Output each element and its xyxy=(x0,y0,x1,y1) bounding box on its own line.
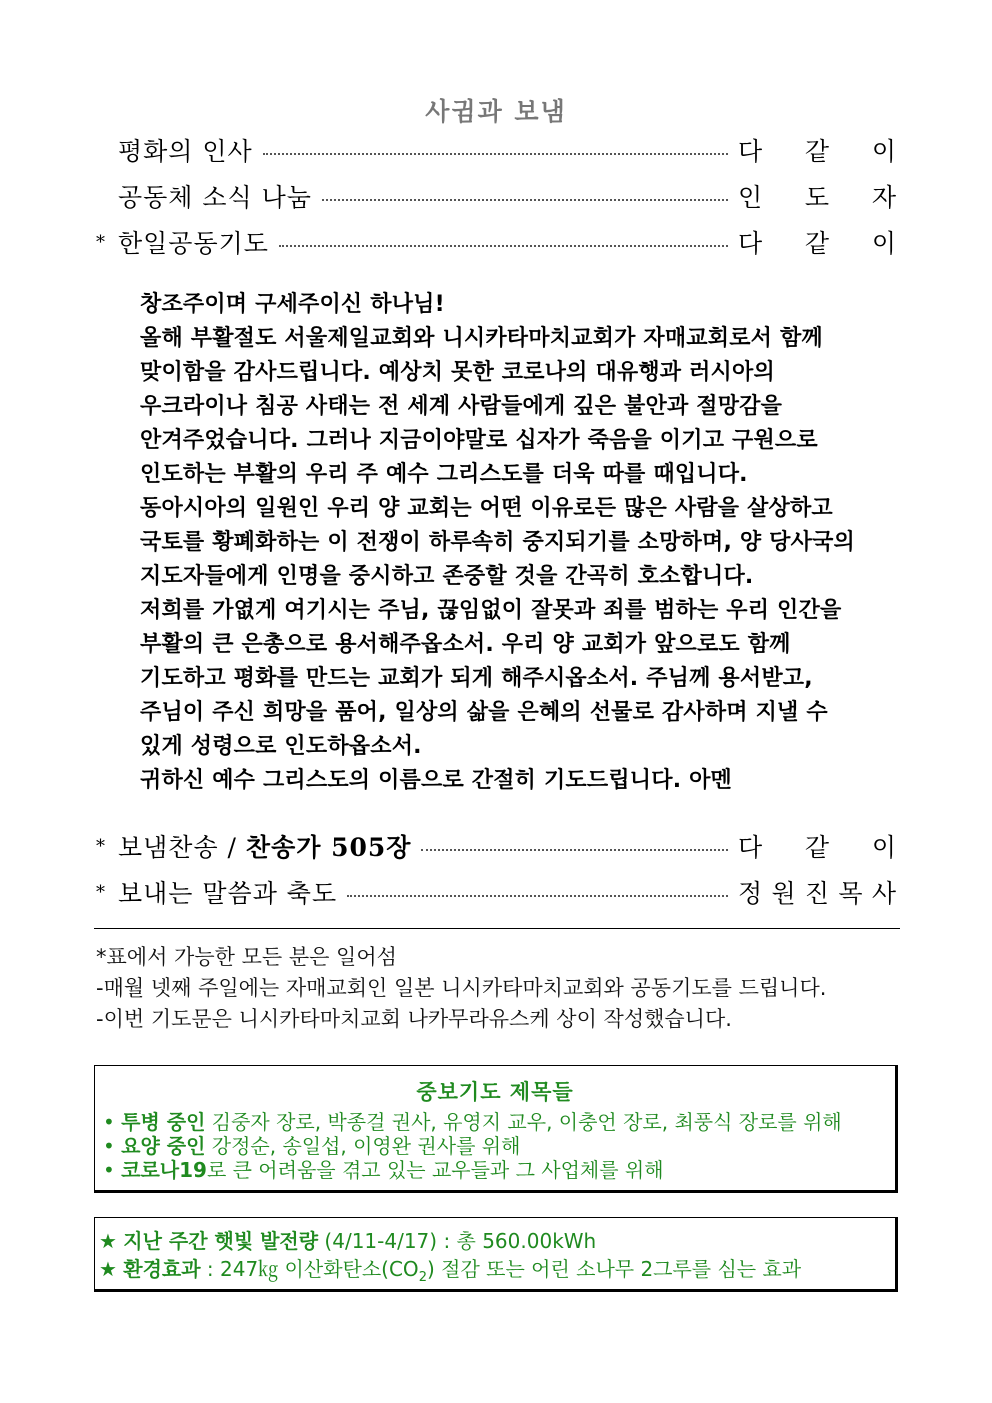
order-item-leader: 정 원 진 목 사 xyxy=(738,879,896,908)
solar-item: ★ 환경효과 : 247㎏ 이산화탄소$(CO_2)$ 절감 또는 어린 소나무 2그루를 심는 효과 xyxy=(99,1257,802,1285)
prayer-line: 주님이 주신 희망을 품어, 일상의 삶을 은혜의 선물로 감사하며 지낼 수 xyxy=(140,700,828,725)
order-item-leader: 다 같 이 xyxy=(738,833,896,862)
order-item-leader: 인 도 자 xyxy=(738,183,896,212)
order-item-benediction xyxy=(96,874,896,910)
order-item-peace-greeting xyxy=(96,132,896,168)
joint-prayer-text xyxy=(140,288,900,798)
dotted-leader xyxy=(279,243,728,247)
prayer-line: 지도자들에게 인명을 중시하고 존중할 것을 간곡히 호소합니다. xyxy=(140,564,754,589)
dotted-leader xyxy=(347,893,728,897)
prayer-line: 부활의 큰 은총으로 용서해주옵소서. 우리 양 교회가 앞으로도 함께 xyxy=(140,632,791,657)
note-line: *표에서 가능한 모든 분은 일어섬 xyxy=(96,945,397,969)
intercession-item: • 투병 중인 김중자 장로, 박종걸 권사, 유영지 교우, 이충언 장로, 최풍식 장로를 위해 xyxy=(103,1110,842,1134)
star-icon: ★ xyxy=(99,1257,117,1281)
solar-item: ★ 지난 주간 햇빛 발전량 (4/11-4/17) : 총 560.00kWh xyxy=(99,1229,597,1253)
intercession-title: 중보기도 제목들 xyxy=(416,1080,574,1104)
prayer-line: 올해 부활절도 서울제일교회와 니시카타마치교회가 자매교회로서 함께 xyxy=(140,326,823,351)
order-item-label: 한일공동기도 xyxy=(118,229,269,258)
notes xyxy=(96,942,896,1035)
order-item-label: 공동체 소식 나눔 xyxy=(118,183,312,212)
intercession-item: • 요양 중인 강정순, 송일섭, 이영완 권사를 위해 xyxy=(103,1134,521,1158)
dotted-leader xyxy=(263,151,728,155)
prayer-line: 기도하고 평화를 만드는 교회가 되게 해주시옵소서. 주님께 용서받고, xyxy=(140,666,813,691)
standing-mark: * xyxy=(96,881,105,903)
order-item-closing-hymn xyxy=(96,828,896,864)
prayer-line: 동아시아의 일원인 우리 양 교회는 어떤 이유로든 많은 사람을 살상하고 xyxy=(140,496,833,521)
note-line: -이번 기도문은 니시카타마치교회 나카무라유스케 상이 작성했습니다. xyxy=(96,1007,732,1031)
solar-power-box xyxy=(94,1217,898,1292)
prayer-line: 국토를 황폐화하는 이 전쟁이 하루속히 중지되기를 소망하며, 양 당사국의 xyxy=(140,530,855,555)
prayer-line: 안겨주었습니다. 그러나 지금이야말로 십자가 죽음을 이기고 구원으로 xyxy=(140,428,818,453)
prayer-line: 우크라이나 침공 사태는 전 세계 사람들에게 깊은 불안과 절망감을 xyxy=(140,394,783,419)
dotted-leader xyxy=(322,197,728,201)
section-title: 사귐과 보냄 xyxy=(425,97,567,126)
order-item-label: 보냄찬송 / 찬송가 505장 xyxy=(118,833,412,862)
order-item-korea-japan-prayer xyxy=(96,224,896,260)
note-line: -매월 넷째 주일에는 자매교회인 일본 니시카타마치교회와 공동기도를 드립니다. xyxy=(96,976,827,1000)
prayer-line: 있게 성령으로 인도하옵소서. xyxy=(140,734,422,759)
prayer-line: 저희를 가엾게 여기시는 주님, 끊임없이 잘못과 죄를 범하는 우리 인간을 xyxy=(140,598,842,623)
prayer-line: 맞이함을 감사드립니다. 예상치 못한 코로나의 대유행과 러시아의 xyxy=(140,360,775,385)
intercession-item: • 코로나19로 큰 어려움을 겪고 있는 교우들과 그 사업체를 위해 xyxy=(103,1158,664,1182)
order-item-label: 평화의 인사 xyxy=(118,137,253,166)
order-item-leader: 다 같 이 xyxy=(738,137,896,166)
intercession-box xyxy=(94,1065,898,1193)
hymn-number: 찬송가 505장 xyxy=(245,833,412,862)
dotted-leader xyxy=(421,847,728,851)
standing-mark: * xyxy=(96,835,105,857)
standing-mark: * xyxy=(96,231,105,253)
prayer-line: 창조주이며 구세주이신 하나님! xyxy=(140,292,445,317)
order-item-label: 보내는 말씀과 축도 xyxy=(118,879,338,908)
order-item-leader: 다 같 이 xyxy=(738,229,896,258)
star-icon: ★ xyxy=(99,1229,117,1253)
order-item-community-news xyxy=(96,178,896,214)
divider xyxy=(94,928,900,929)
prayer-line: 인도하는 부활의 우리 주 예수 그리스도를 더욱 따를 때입니다. xyxy=(140,462,748,487)
prayer-line: 귀하신 예수 그리스도의 이름으로 간절히 기도드립니다. 아멘 xyxy=(140,768,733,793)
